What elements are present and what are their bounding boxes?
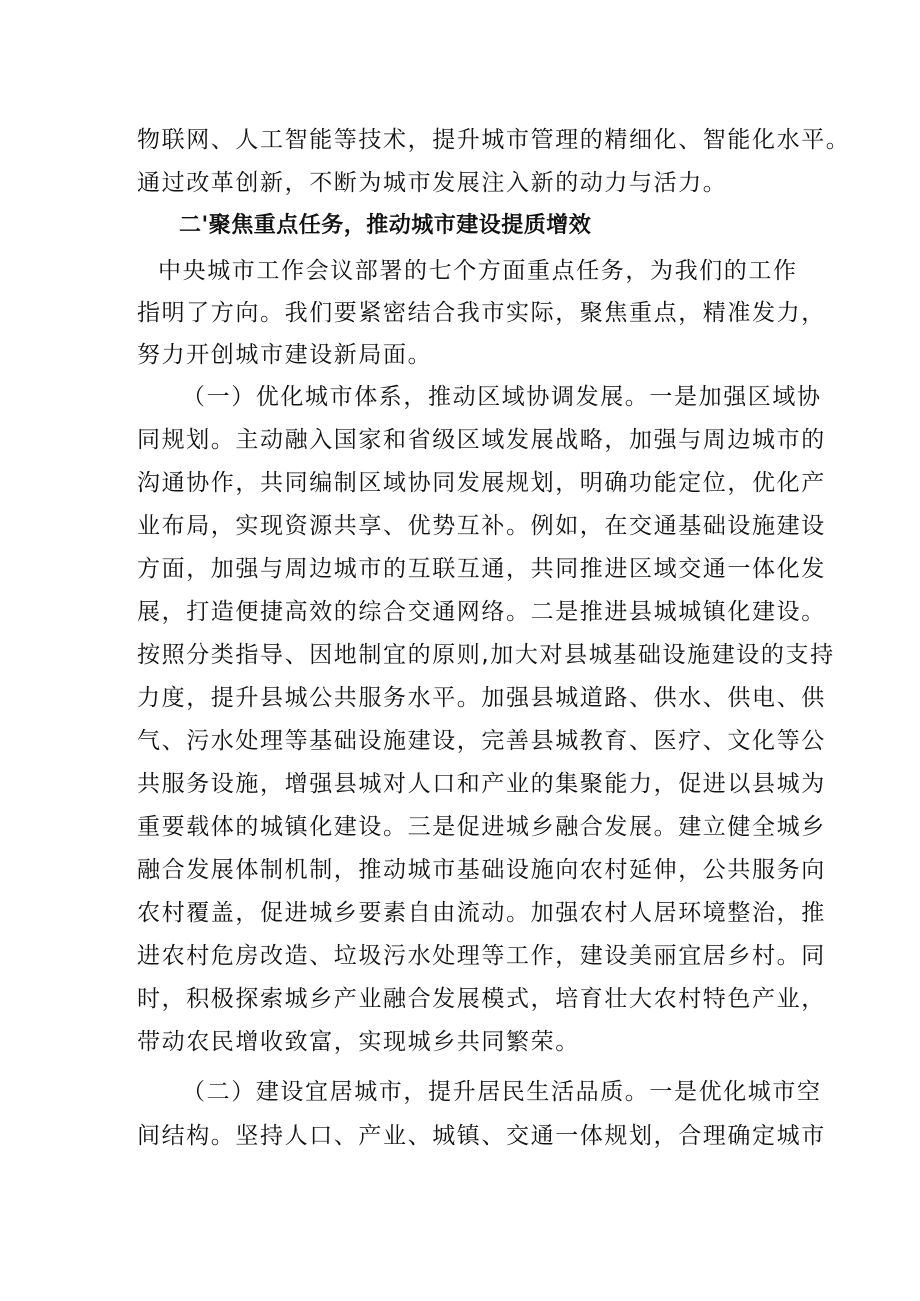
body-text-line: 进农村危房改造、垃圾污水处理等工作，建设美丽宜居乡村。同 xyxy=(137,943,826,969)
body-text-line: 努力开创城市建设新局面。 xyxy=(137,342,433,368)
body-text-line: 间结构。坚持人口、产业、城镇、交通一体规划，合理确定城市 xyxy=(137,1123,826,1149)
body-text-line: 农村覆盖，促进城乡要素自由流动。加强农村人居环境整治，推 xyxy=(137,900,826,926)
body-text-line: 气、污水处理等基础设施建设，完善县城教育、医疗、文化等公 xyxy=(137,728,826,754)
body-text-line: 展，打造便捷高效的综合交通网络。二是推进县城城镇化建设。 xyxy=(137,599,826,625)
body-text-line: 力度，提升县城公共服务水平。加强县城道路、供水、供电、供 xyxy=(137,685,826,711)
body-text-line: 沟通协作，共同编制区域协同发展规划，明确功能定位，优化产 xyxy=(137,470,826,496)
section-heading: 二'聚焦重点任务，推动城市建设提质增效 xyxy=(179,213,592,238)
body-text-line: 物联网、人工智能等技术，提升城市管理的精细化、智能化水平。 xyxy=(137,127,851,153)
body-text-line: 指明了方向。我们要紧密结合我市实际，聚焦重点，精准发力， xyxy=(137,300,826,326)
body-text-line: 同规划。主动融入国家和省级区域发展战略，加强与周边城市的 xyxy=(137,427,826,453)
body-text-line: 按照分类指导、因地制宜的原则,加大对县城基础设施建设的支持 xyxy=(137,642,835,668)
body-text-line: 融合发展体制机制，推动城市基础设施向农村延伸，公共服务向 xyxy=(137,857,826,883)
body-text-line: 方面，加强与周边城市的互联互通，共同推进区域交通一体化发 xyxy=(137,556,826,582)
body-text-line: 中央城市工作会议部署的七个方面重点任务，为我们的工作 xyxy=(158,258,798,284)
body-text-line: 带动农民增收致富，实现城乡共同繁荣。 xyxy=(137,1029,580,1055)
body-text-line: （二）建设宜居城市，提升居民生活品质。一是优化城市空 xyxy=(182,1079,822,1105)
body-text-line: （一）优化城市体系，推动区域协调发展。一是加强区域协 xyxy=(182,384,822,410)
body-text-line: 共服务设施，增强县城对人口和产业的集聚能力，促进以县城为 xyxy=(137,771,826,797)
body-text-line: 重要载体的城镇化建设。三是促进城乡融合发展。建立健全城乡 xyxy=(137,814,826,840)
body-text-line: 业布局，实现资源共享、优势互补。例如，在交通基础设施建设 xyxy=(137,513,826,539)
body-text-line: 通过改革创新，不断为城市发展注入新的动力与活力。 xyxy=(137,170,728,196)
body-text-line: 时，积极探索城乡产业融合发展模式，培育壮大农村特色产业， xyxy=(137,986,826,1012)
